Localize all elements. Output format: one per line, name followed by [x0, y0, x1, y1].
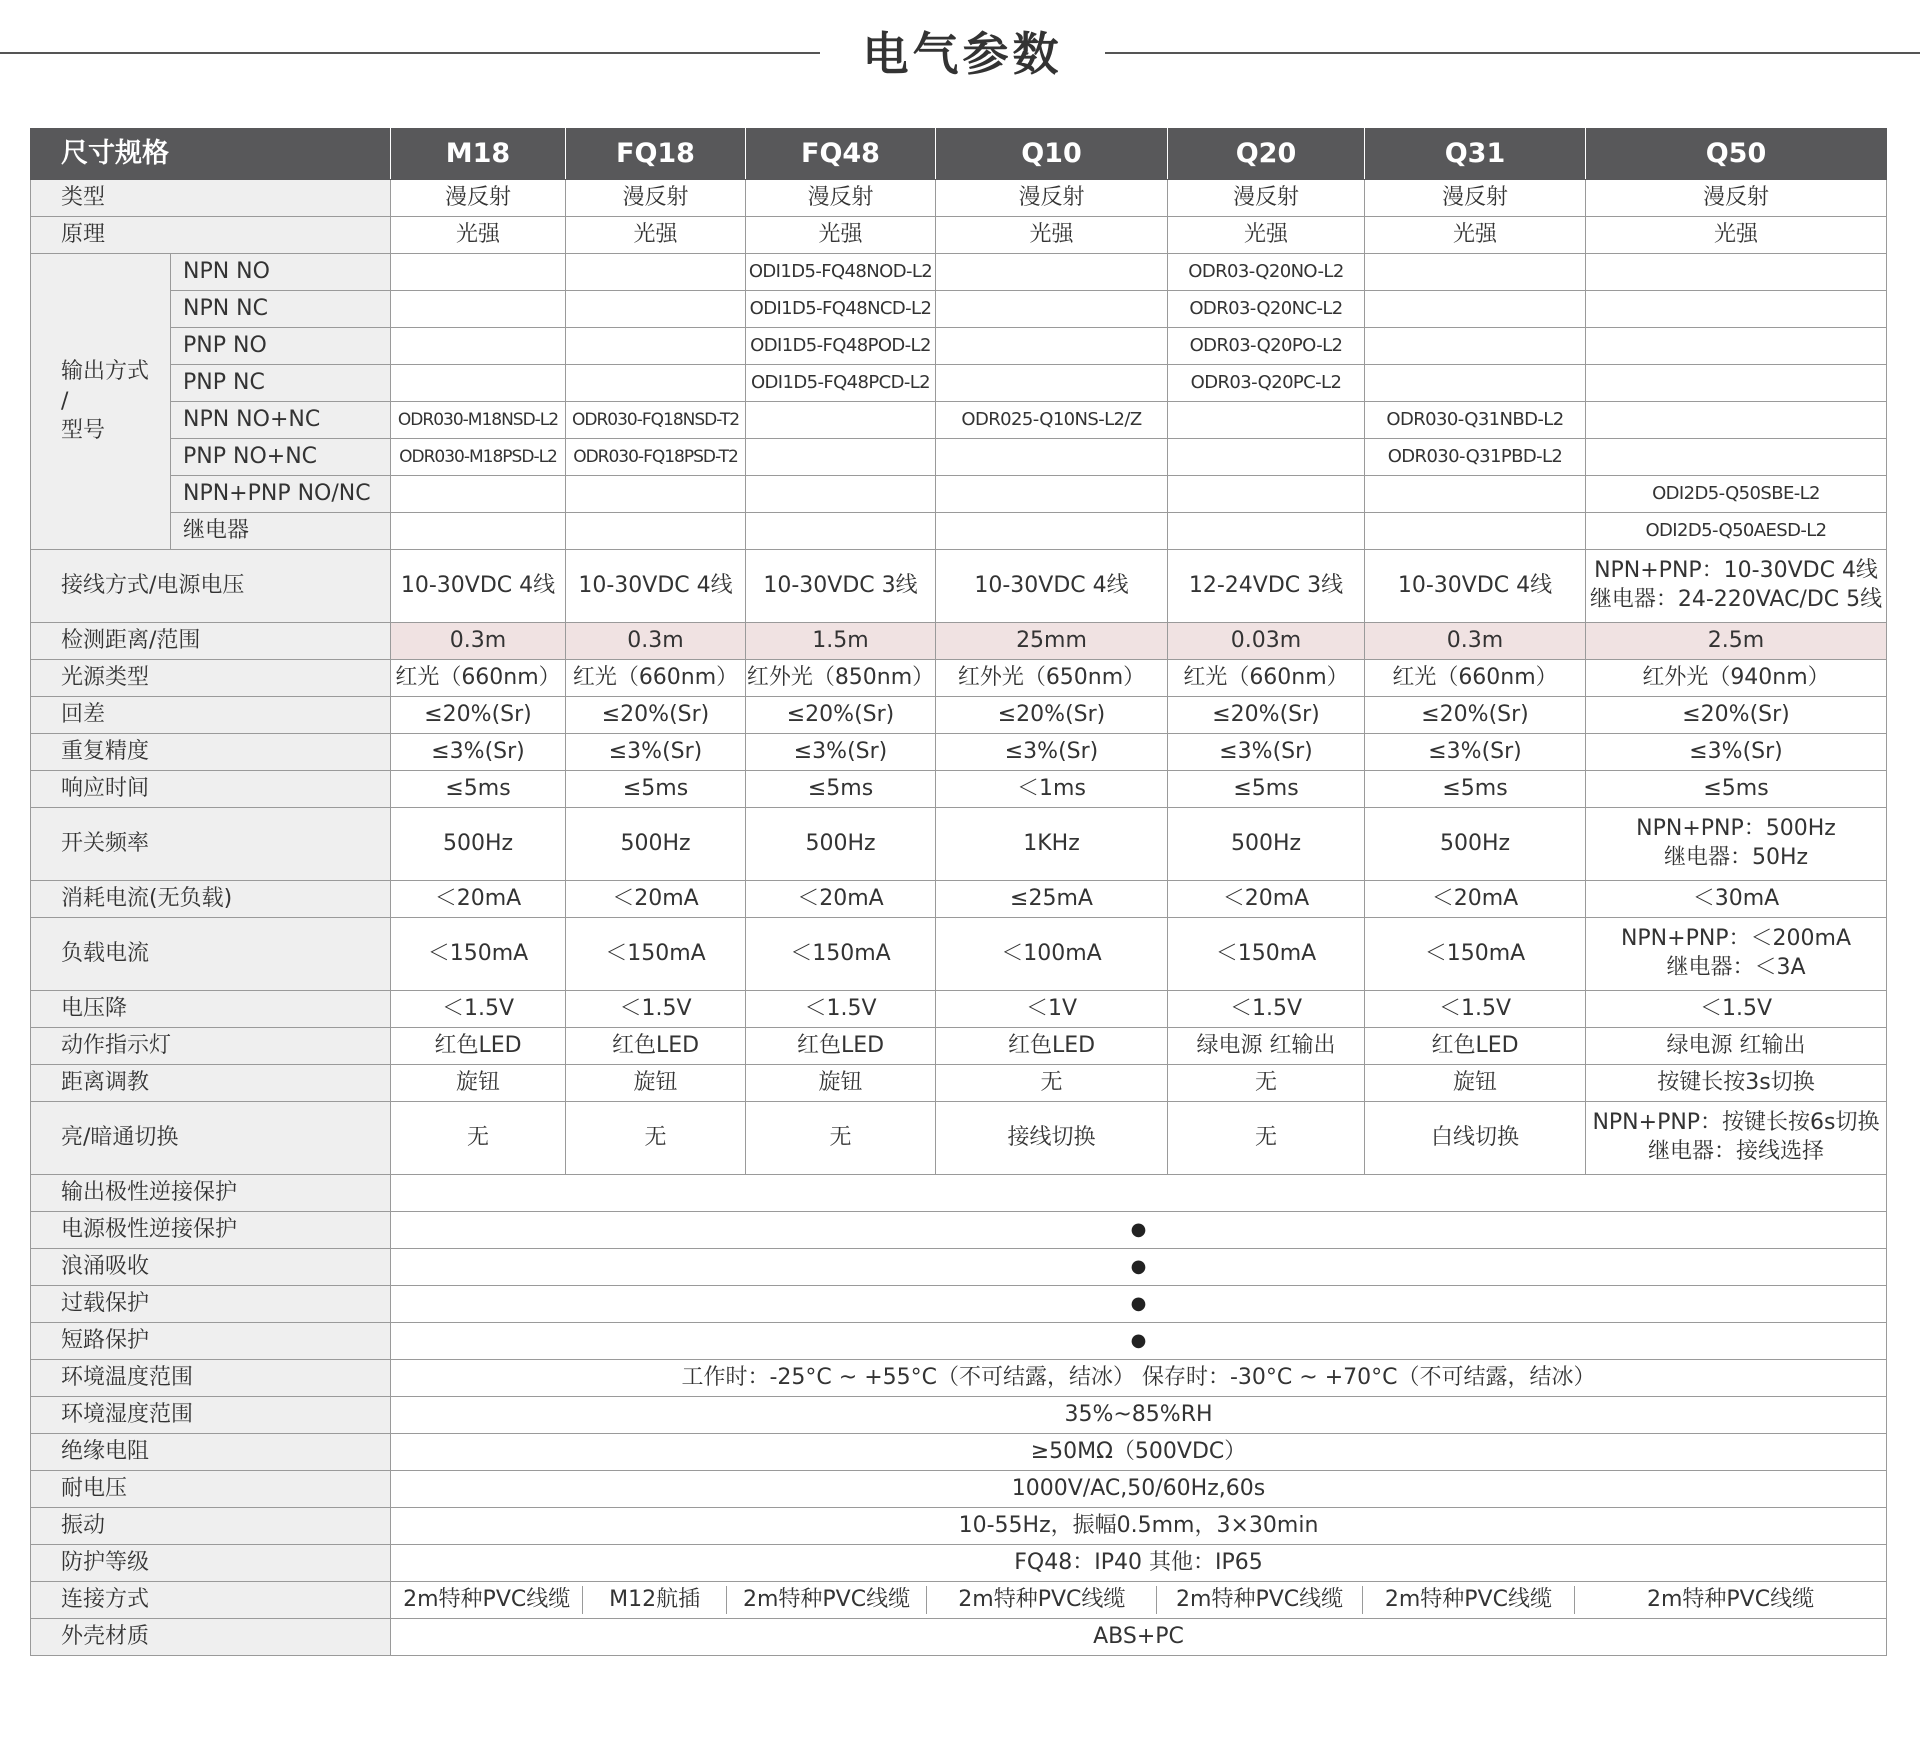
- cell: 红光（660nm）: [1168, 660, 1365, 697]
- cell: 红外光（850nm）: [746, 660, 936, 697]
- cell-line: 继电器：50Hz: [1663, 845, 1809, 870]
- cell: 0.3m: [391, 623, 566, 660]
- row-output-pnp-nc: [31, 365, 1887, 402]
- cell: 10-30VDC 4线: [391, 550, 566, 623]
- cell: 红光（660nm）: [566, 660, 746, 697]
- model-cell: ODI1D5-FQ48PCD-L2: [746, 365, 936, 402]
- cell: 500Hz: [1365, 808, 1586, 881]
- cell: 25mm: [936, 623, 1168, 660]
- row-label: 光源类型: [31, 660, 391, 697]
- row-output-npn-pnp: [31, 476, 1887, 513]
- cell: 红外光（940nm）: [1586, 660, 1887, 697]
- model-cell: [1365, 328, 1586, 365]
- model-cell: [746, 476, 936, 513]
- title-bar: [0, 0, 1920, 110]
- model-cell: [391, 254, 566, 291]
- connection-segments: [391, 1586, 1886, 1615]
- cell: 红光（660nm）: [1365, 660, 1586, 697]
- cell: ≤20%(Sr): [936, 697, 1168, 734]
- cell: 漫反射: [746, 180, 936, 217]
- model-cell: ODR025-Q10NS-L2/Z: [936, 402, 1168, 439]
- connection-value: 2m特种PVC线缆: [727, 1586, 927, 1615]
- row-indicator: [31, 1028, 1887, 1065]
- header-model: M18: [391, 129, 566, 180]
- model-cell: ODI1D5-FQ48POD-L2: [746, 328, 936, 365]
- cell-two-line: [1586, 808, 1887, 881]
- cell: ≤5ms: [566, 771, 746, 808]
- output-sublabel: PNP NO+NC: [171, 439, 391, 476]
- model-cell: [566, 254, 746, 291]
- model-cell: [1586, 402, 1887, 439]
- output-label-line2: /: [61, 388, 69, 414]
- model-cell: [566, 365, 746, 402]
- bullet-mark: ●: [391, 1249, 1887, 1286]
- cell-two-line: [1586, 1102, 1887, 1175]
- model-cell: ODR030-Q31PBD-L2: [1365, 439, 1586, 476]
- model-cell: [936, 254, 1168, 291]
- cell-two-line: [1586, 550, 1887, 623]
- row-frequency: [31, 808, 1887, 881]
- output-sublabel: NPN+PNP NO/NC: [171, 476, 391, 513]
- row-range: [31, 623, 1887, 660]
- model-cell: [936, 328, 1168, 365]
- model-cell: [936, 365, 1168, 402]
- model-cell: [1365, 513, 1586, 550]
- output-sublabel: 继电器: [171, 513, 391, 550]
- model-cell: [1586, 328, 1887, 365]
- cell-line: 继电器：接线选择: [1647, 1139, 1824, 1164]
- row-withstand: [31, 1471, 1887, 1508]
- row-connection: [31, 1582, 1887, 1619]
- row-overload: [31, 1286, 1887, 1323]
- cell: 无: [1168, 1065, 1365, 1102]
- model-cell: [1365, 365, 1586, 402]
- cell: 漫反射: [1168, 180, 1365, 217]
- cell: 红色LED: [566, 1028, 746, 1065]
- cell: ≤20%(Sr): [566, 697, 746, 734]
- cell: ≤5ms: [1168, 771, 1365, 808]
- merged-cell: ≥50MΩ（500VDC）: [391, 1434, 1887, 1471]
- cell: 10-30VDC 4线: [566, 550, 746, 623]
- model-cell: [746, 402, 936, 439]
- model-cell: [566, 513, 746, 550]
- row-output-pnp-no: [31, 328, 1887, 365]
- merged-cell: FQ48：IP40 其他：IP65: [391, 1545, 1887, 1582]
- row-adjust: [31, 1065, 1887, 1102]
- cell: 绿电源 红输出: [1168, 1028, 1365, 1065]
- cell-two-line: [1586, 918, 1887, 991]
- cell: 白线切换: [1365, 1102, 1586, 1175]
- row-humidity: [31, 1397, 1887, 1434]
- row-response: [31, 771, 1887, 808]
- row-insulation: [31, 1434, 1887, 1471]
- model-cell: ODR03-Q20PC-L2: [1168, 365, 1365, 402]
- connection-value: M12航插: [583, 1586, 727, 1615]
- model-cell: ODR030-FQ18NSD-T2: [566, 402, 746, 439]
- cell: ≤5ms: [1586, 771, 1887, 808]
- model-cell: [936, 291, 1168, 328]
- cell: 光强: [1586, 217, 1887, 254]
- model-cell: [1365, 476, 1586, 513]
- model-cell: [566, 328, 746, 365]
- cell: 10-30VDC 3线: [746, 550, 936, 623]
- cell: 漫反射: [1365, 180, 1586, 217]
- cell: ＜150mA: [1365, 918, 1586, 991]
- cell-line: 继电器：＜3A: [1666, 955, 1806, 980]
- merged-cell: [391, 1175, 1887, 1212]
- header-model: Q50: [1586, 129, 1887, 180]
- row-repeat: [31, 734, 1887, 771]
- row-short: [31, 1323, 1887, 1360]
- connection-cell: [391, 1582, 1887, 1619]
- row-label: 振动: [31, 1508, 391, 1545]
- cell-line: NPN+PNP：10-30VDC 4线: [1594, 558, 1878, 584]
- model-cell: ODR030-M18NSD-L2: [391, 402, 566, 439]
- cell: 漫反射: [566, 180, 746, 217]
- model-cell: [1168, 402, 1365, 439]
- cell: 绿电源 红输出: [1586, 1028, 1887, 1065]
- cell: ＜20mA: [566, 881, 746, 918]
- row-label: 消耗电流(无负载): [31, 881, 391, 918]
- merged-cell: 1000V/AC,50/60Hz,60s: [391, 1471, 1887, 1508]
- output-sublabel: NPN NO: [171, 254, 391, 291]
- cell: 漫反射: [391, 180, 566, 217]
- cell: 旋钮: [391, 1065, 566, 1102]
- row-type: [31, 180, 1887, 217]
- row-protection: [31, 1545, 1887, 1582]
- cell: ≤3%(Sr): [1365, 734, 1586, 771]
- cell-line: NPN+PNP：500Hz: [1636, 816, 1836, 842]
- row-wiring: [31, 550, 1887, 623]
- cell: ＜1V: [936, 991, 1168, 1028]
- cell-line: NPN+PNP：＜200mA: [1620, 926, 1852, 952]
- header-row: [31, 129, 1887, 180]
- cell: ＜20mA: [391, 881, 566, 918]
- row-temperature: [31, 1360, 1887, 1397]
- model-cell: ODI2D5-Q50SBE-L2: [1586, 476, 1887, 513]
- row-label: 过载保护: [31, 1286, 391, 1323]
- model-cell: ODI1D5-FQ48NCD-L2: [746, 291, 936, 328]
- model-cell: [746, 513, 936, 550]
- model-cell: ODI2D5-Q50AESD-L2: [1586, 513, 1887, 550]
- row-lightdark: [31, 1102, 1887, 1175]
- model-cell: [1365, 291, 1586, 328]
- row-voltage-drop: [31, 991, 1887, 1028]
- cell: 500Hz: [746, 808, 936, 881]
- cell: ＜150mA: [746, 918, 936, 991]
- cell: 漫反射: [936, 180, 1168, 217]
- model-cell: ODR030-FQ18PSD-T2: [566, 439, 746, 476]
- model-cell: [1168, 513, 1365, 550]
- connection-value: 2m特种PVC线缆: [1363, 1586, 1575, 1615]
- model-cell: [1586, 291, 1887, 328]
- merged-cell: ABS+PC: [391, 1619, 1887, 1656]
- cell: ＜150mA: [566, 918, 746, 991]
- connection-value: 2m特种PVC线缆: [1646, 1586, 1815, 1612]
- row-label: 响应时间: [31, 771, 391, 808]
- model-cell: ODI1D5-FQ48NOD-L2: [746, 254, 936, 291]
- cell: ＜100mA: [936, 918, 1168, 991]
- header-model: Q10: [936, 129, 1168, 180]
- cell: ≤25mA: [936, 881, 1168, 918]
- row-label: 浪涌吸收: [31, 1249, 391, 1286]
- row-label: 电压降: [31, 991, 391, 1028]
- model-cell: [1365, 254, 1586, 291]
- cell: ＜1.5V: [746, 991, 936, 1028]
- cell: 红色LED: [391, 1028, 566, 1065]
- output-sublabel: PNP NO: [171, 328, 391, 365]
- header-model: FQ48: [746, 129, 936, 180]
- title-rule-right: [1105, 52, 1920, 54]
- row-light: [31, 660, 1887, 697]
- cell: ≤3%(Sr): [391, 734, 566, 771]
- cell: 无: [936, 1065, 1168, 1102]
- model-cell: ODR03-Q20NO-L2: [1168, 254, 1365, 291]
- row-label: 防护等级: [31, 1545, 391, 1582]
- row-consumption: [31, 881, 1887, 918]
- row-output-protect: [31, 1175, 1887, 1212]
- bullet-mark: ●: [391, 1286, 1887, 1323]
- cell: ＜20mA: [1365, 881, 1586, 918]
- cell: 光强: [1168, 217, 1365, 254]
- model-cell: [391, 476, 566, 513]
- cell: ＜1.5V: [1586, 991, 1887, 1028]
- model-cell: [391, 291, 566, 328]
- cell: 10-30VDC 4线: [936, 550, 1168, 623]
- cell: 无: [391, 1102, 566, 1175]
- model-cell: [391, 365, 566, 402]
- cell: 旋钮: [746, 1065, 936, 1102]
- connection-value: 2m特种PVC线缆: [1157, 1586, 1362, 1615]
- model-cell: [1586, 254, 1887, 291]
- row-label: 环境温度范围: [31, 1360, 391, 1397]
- merged-cell: 工作时：-25°C ~ +55°C（不可结露，结冰） 保存时：-30°C ~ +70°C（不可结露，结冰）: [391, 1360, 1887, 1397]
- merged-cell: 35%~85%RH: [391, 1397, 1887, 1434]
- model-cell: [1586, 365, 1887, 402]
- cell: 漫反射: [1586, 180, 1887, 217]
- row-label: 距离调教: [31, 1065, 391, 1102]
- row-label: 原理: [31, 217, 391, 254]
- model-cell: [746, 439, 936, 476]
- cell: 500Hz: [1168, 808, 1365, 881]
- cell: 红色LED: [1365, 1028, 1586, 1065]
- cell: 0.3m: [1365, 623, 1586, 660]
- output-label-line1: 输出方式: [61, 358, 150, 384]
- row-output-npn-no-nc: [31, 402, 1887, 439]
- cell: ≤3%(Sr): [1586, 734, 1887, 771]
- row-output-pnp-no-nc: [31, 439, 1887, 476]
- cell: 2.5m: [1586, 623, 1887, 660]
- cell: 旋钮: [566, 1065, 746, 1102]
- cell: 红色LED: [746, 1028, 936, 1065]
- cell: ≤20%(Sr): [746, 697, 936, 734]
- row-label: 绝缘电阻: [31, 1434, 391, 1471]
- row-label: 连接方式: [31, 1582, 391, 1619]
- cell-line: NPN+PNP：按键长按6s切换: [1592, 1110, 1880, 1136]
- cell: ≤20%(Sr): [1586, 697, 1887, 734]
- model-cell: [1586, 439, 1887, 476]
- cell: 红外光（650nm）: [936, 660, 1168, 697]
- row-principle: [31, 217, 1887, 254]
- cell: 光强: [391, 217, 566, 254]
- cell: 光强: [936, 217, 1168, 254]
- model-cell: ODR03-Q20PO-L2: [1168, 328, 1365, 365]
- model-cell: [391, 513, 566, 550]
- page-title: 电气参数: [862, 27, 1063, 81]
- row-label: 开关频率: [31, 808, 391, 881]
- row-power-protect: [31, 1212, 1887, 1249]
- cell: ≤20%(Sr): [391, 697, 566, 734]
- output-sublabel: NPN NC: [171, 291, 391, 328]
- row-vibration: [31, 1508, 1887, 1545]
- model-cell: ODR030-M18PSD-L2: [391, 439, 566, 476]
- cell: ＜1.5V: [391, 991, 566, 1028]
- model-cell: [566, 291, 746, 328]
- cell: 按键长按3s切换: [1586, 1065, 1887, 1102]
- cell: 1.5m: [746, 623, 936, 660]
- cell: 光强: [566, 217, 746, 254]
- output-sublabel: NPN NO+NC: [171, 402, 391, 439]
- cell: 光强: [1365, 217, 1586, 254]
- cell: 500Hz: [391, 808, 566, 881]
- cell: 旋钮: [1365, 1065, 1586, 1102]
- row-label: 输出极性逆接保护: [31, 1175, 391, 1212]
- cell: ≤3%(Sr): [936, 734, 1168, 771]
- row-label: 检测距离/范围: [31, 623, 391, 660]
- output-group-label: [31, 254, 171, 550]
- model-cell: ODR03-Q20NC-L2: [1168, 291, 1365, 328]
- cell: ＜1.5V: [1168, 991, 1365, 1028]
- cell: ≤3%(Sr): [1168, 734, 1365, 771]
- row-label: 短路保护: [31, 1323, 391, 1360]
- row-label: 动作指示灯: [31, 1028, 391, 1065]
- cell: ＜30mA: [1586, 881, 1887, 918]
- cell: 500Hz: [566, 808, 746, 881]
- model-cell: [1168, 439, 1365, 476]
- model-cell: [1168, 476, 1365, 513]
- cell: ＜1.5V: [1365, 991, 1586, 1028]
- model-cell: [936, 476, 1168, 513]
- row-label: 亮/暗通切换: [31, 1102, 391, 1175]
- model-cell: [936, 439, 1168, 476]
- output-sublabel: PNP NC: [171, 365, 391, 402]
- cell: 0.03m: [1168, 623, 1365, 660]
- model-cell: [566, 476, 746, 513]
- model-cell: ODR030-Q31NBD-L2: [1365, 402, 1586, 439]
- title-rule-left: [0, 52, 820, 54]
- cell: ≤5ms: [1365, 771, 1586, 808]
- cell: ＜1ms: [936, 771, 1168, 808]
- model-cell: [391, 328, 566, 365]
- header-model: FQ18: [566, 129, 746, 180]
- cell: ＜150mA: [1168, 918, 1365, 991]
- cell: 无: [566, 1102, 746, 1175]
- header-model: Q20: [1168, 129, 1365, 180]
- row-label: 耐电压: [31, 1471, 391, 1508]
- cell: ＜150mA: [391, 918, 566, 991]
- row-label: 负载电流: [31, 918, 391, 991]
- row-output-npn-no: [31, 254, 1887, 291]
- row-load: [31, 918, 1887, 991]
- cell: ≤5ms: [746, 771, 936, 808]
- row-label: 类型: [31, 180, 391, 217]
- cell: 无: [1168, 1102, 1365, 1175]
- cell: 1KHz: [936, 808, 1168, 881]
- cell: ≤5ms: [391, 771, 566, 808]
- connection-value: 2m特种PVC线缆: [927, 1586, 1157, 1615]
- output-label-line3: 型号: [61, 418, 106, 444]
- merged-cell: 10-55Hz，振幅0.5mm，3×30min: [391, 1508, 1887, 1545]
- cell: 红色LED: [936, 1028, 1168, 1065]
- cell: 12-24VDC 3线: [1168, 550, 1365, 623]
- header-model: Q31: [1365, 129, 1586, 180]
- cell: ≤3%(Sr): [746, 734, 936, 771]
- bullet-mark: ●: [391, 1323, 1887, 1360]
- cell: 红光（660nm）: [391, 660, 566, 697]
- row-label: 外壳材质: [31, 1619, 391, 1656]
- cell: 0.3m: [566, 623, 746, 660]
- row-label: 回差: [31, 697, 391, 734]
- cell: 10-30VDC 4线: [1365, 550, 1586, 623]
- model-cell: [936, 513, 1168, 550]
- cell: ＜20mA: [1168, 881, 1365, 918]
- row-label: 接线方式/电源电压: [31, 550, 391, 623]
- spec-table: [30, 128, 1887, 1656]
- row-label: 电源极性逆接保护: [31, 1212, 391, 1249]
- cell: ＜20mA: [746, 881, 936, 918]
- cell: ≤3%(Sr): [566, 734, 746, 771]
- cell-line: 继电器：24-220VAC/DC 5线: [1589, 587, 1883, 612]
- bullet-mark: ●: [391, 1212, 1887, 1249]
- row-output-npn-nc: [31, 291, 1887, 328]
- row-label: 重复精度: [31, 734, 391, 771]
- row-housing: [31, 1619, 1887, 1656]
- cell: 光强: [746, 217, 936, 254]
- row-surge: [31, 1249, 1887, 1286]
- cell: ≤20%(Sr): [1168, 697, 1365, 734]
- row-hysteresis: [31, 697, 1887, 734]
- connection-value: 2m特种PVC线缆: [391, 1586, 583, 1615]
- cell: 接线切换: [936, 1102, 1168, 1175]
- cell: ＜1.5V: [566, 991, 746, 1028]
- row-label: 环境湿度范围: [31, 1397, 391, 1434]
- header-label: 尺寸规格: [31, 129, 391, 180]
- row-output-relay: [31, 513, 1887, 550]
- cell: ≤20%(Sr): [1365, 697, 1586, 734]
- cell: 无: [746, 1102, 936, 1175]
